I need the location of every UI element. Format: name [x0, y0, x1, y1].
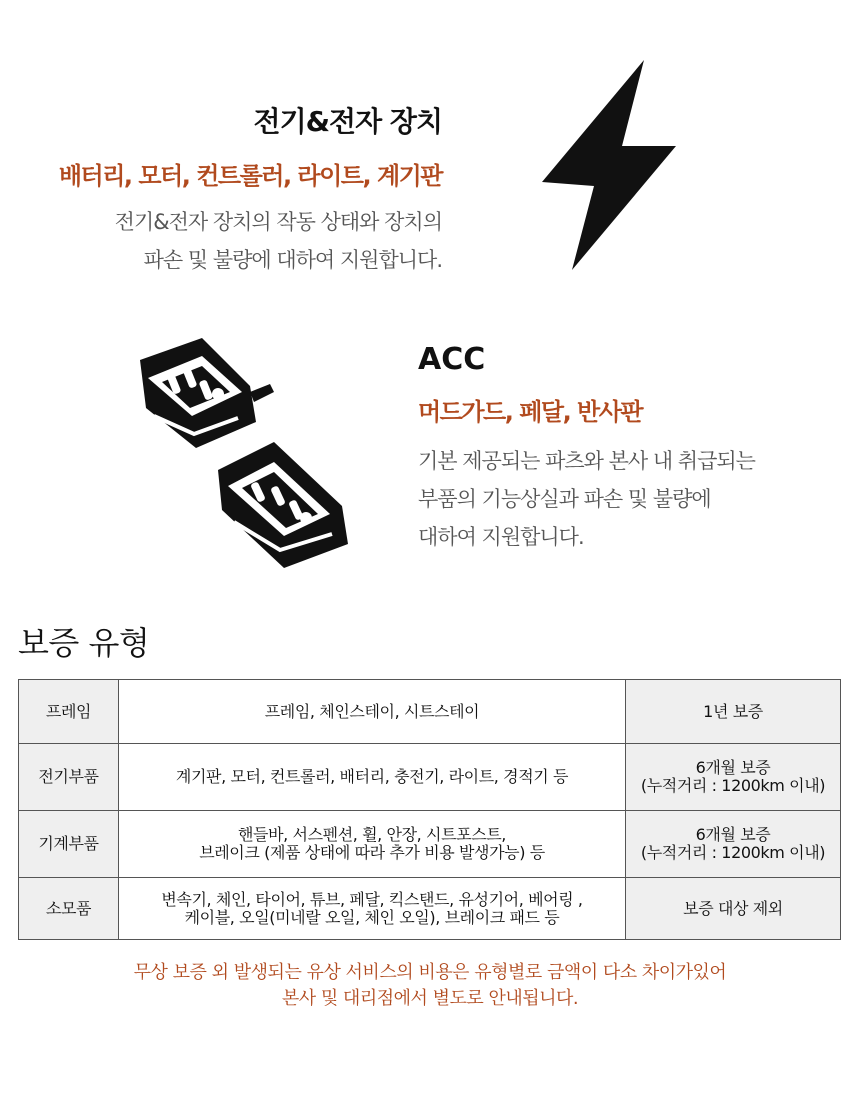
electrical-title: 전기&전자 장치 [253, 105, 442, 138]
items-line: 케이블, 오일(미네랄 오일, 체인 오일), 브레이크 패드 등 [184, 907, 560, 927]
items-cell [119, 680, 626, 744]
acc-description [418, 442, 755, 556]
items-line: 브레이크 (제품 상태에 따라 추가 비용 발생가능) 등 [199, 843, 545, 862]
category-cell: 기계부품 [19, 811, 119, 878]
electrical-description-line: 전기&전자 장치의 작동 상태와 장치의 [114, 210, 442, 234]
table-row [19, 744, 841, 811]
items-cell [119, 878, 626, 940]
acc-description-line: 기본 제공되는 파츠와 본사 내 취급되는 [418, 449, 755, 473]
acc-subtitle: 머드가드, 페달, 반사판 [418, 398, 643, 426]
warranty-title: 보증 유형 [18, 624, 150, 662]
notice [0, 960, 860, 1012]
category-cell: 소모품 [19, 878, 119, 940]
table-row [19, 811, 841, 878]
items-cell [119, 744, 626, 811]
period-cell [626, 811, 841, 878]
warranty-table [18, 679, 841, 940]
items-line: 프레임, 체인스테이, 시트스테이 [264, 701, 480, 721]
acc-description-line: 대하여 지원합니다. [418, 525, 584, 549]
table-row [19, 680, 841, 744]
period-line: 1년 보증 [703, 701, 763, 721]
acc-description-line: 부품의 기능상실과 파손 및 불량에 [418, 487, 711, 511]
category-cell: 프레임 [19, 680, 119, 744]
period-line: (누적거리 : 1200km 이내) [640, 776, 826, 795]
period-line: 보증 대상 제외 [683, 898, 783, 918]
table-row [19, 878, 841, 940]
pedals-icon [118, 330, 368, 580]
period-cell [626, 744, 841, 811]
acc-title: ACC [418, 342, 486, 377]
period-line: 6개월 보증 [695, 825, 771, 844]
items-line: 변속기, 체인, 타이어, 튜브, 페달, 킥스탠드, 유성기어, 베어링 , [161, 889, 583, 909]
electrical-description-line: 파손 및 불량에 대하여 지원합니다. [143, 248, 442, 272]
items-cell [119, 811, 626, 878]
category-cell: 전기부품 [19, 744, 119, 811]
period-line: 6개월 보증 [695, 758, 771, 777]
electrical-description [115, 203, 442, 279]
items-line: 계기판, 모터, 컨트롤러, 배터리, 충전기, 라이트, 경적기 등 [175, 767, 569, 786]
notice-line: 무상 보증 외 발생되는 유상 서비스의 비용은 유형별로 금액이 다소 차이가있어 [133, 962, 727, 983]
period-cell [626, 878, 841, 940]
pedal-top-icon [140, 338, 274, 448]
notice-line: 본사 및 대리점에서 별도로 안내됩니다. [281, 988, 579, 1009]
items-line: 핸들바, 서스펜션, 휠, 안장, 시트포스트, [237, 825, 506, 844]
electrical-subtitle: 배터리, 모터, 컨트롤러, 라이트, 계기판 [58, 162, 442, 190]
lightning-bolt-icon [538, 58, 680, 272]
period-line: (누적거리 : 1200km 이내) [640, 843, 826, 862]
pedal-bottom-icon [218, 442, 348, 568]
period-cell [626, 680, 841, 744]
